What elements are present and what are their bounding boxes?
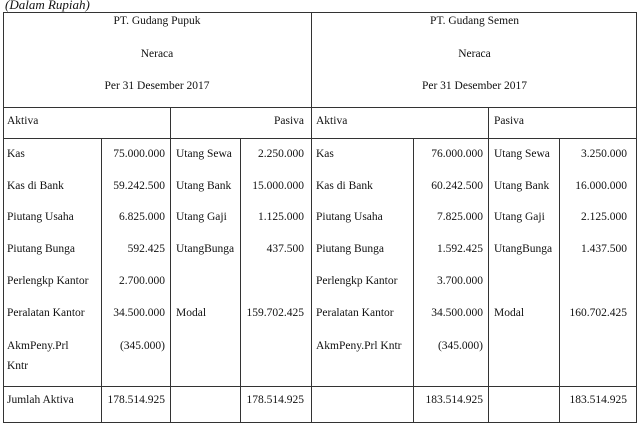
- aktiva-value: 7.825.000: [437, 211, 483, 223]
- total-label: Jumlah Aktiva: [7, 394, 74, 406]
- aktiva-label: Kas: [7, 148, 25, 160]
- statement-period: Per 31 Desember 2017: [104, 80, 210, 92]
- aktiva-label: Piutang Usaha: [316, 211, 383, 223]
- aktiva-label: Peralatan Kantor: [316, 307, 394, 319]
- aktiva-value: 592.425: [127, 243, 165, 255]
- pasiva-value: 1.437.500: [581, 243, 627, 255]
- pasiva-value: 2.125.000: [581, 211, 627, 223]
- pasiva-value: 16.000.000: [575, 180, 627, 192]
- aktiva-header: Aktiva: [316, 115, 348, 127]
- pasiva-label: UtangBunga: [176, 243, 235, 255]
- header-divider: [3, 107, 637, 108]
- aktiva-label: Perlengkp Kantor: [7, 275, 89, 287]
- col-divider-5: [488, 107, 489, 423]
- company-name: PT. Gudang Semen: [430, 15, 519, 27]
- pasiva-label: Utang Sewa: [176, 148, 232, 160]
- aktiva-value: 59.242.500: [113, 180, 165, 192]
- aktiva-value: 34.500.000: [113, 307, 165, 319]
- pasiva-value: 437.500: [266, 243, 304, 255]
- total-row-divider: [3, 386, 637, 387]
- aktiva-label: Piutang Usaha: [7, 211, 74, 223]
- total-aktiva: 178.514.925: [107, 394, 165, 406]
- pasiva-value: 159.702.425: [246, 307, 304, 319]
- pasiva-value: 1.125.000: [258, 211, 304, 223]
- aktiva-label: Kas: [316, 148, 334, 160]
- aktiva-value: 76.000.000: [431, 148, 483, 160]
- aktiva-value: (345.000): [119, 340, 165, 352]
- pasiva-value: 2.250.000: [258, 148, 304, 160]
- pasiva-label: Utang Gaji: [494, 211, 545, 223]
- aktiva-label: Perlengkp Kantor: [316, 275, 398, 287]
- pasiva-label: Utang Sewa: [494, 148, 550, 160]
- pasiva-label: Modal: [176, 307, 207, 319]
- statement-title: Neraca: [458, 48, 491, 60]
- statement-period: Per 31 Desember 2017: [421, 80, 528, 92]
- company-divider: [311, 12, 312, 423]
- pasiva-value: 160.702.425: [569, 307, 627, 319]
- aktiva-value: 2.700.000: [119, 275, 165, 287]
- pasiva-label: UtangBunga: [494, 243, 553, 255]
- aktiva-header: Aktiva: [7, 115, 39, 127]
- pasiva-label: Modal: [494, 307, 525, 319]
- aktiva-label: AkmPeny.Prl Kntr: [316, 340, 402, 352]
- aktiva-value: 3.700.000: [437, 275, 483, 287]
- pasiva-value: 15.000.000: [252, 180, 304, 192]
- currency-caption: (Dalam Rupiah): [5, 0, 90, 12]
- pasiva-header: Pasiva: [273, 115, 304, 127]
- aktiva-label-continued: Kntr: [7, 360, 29, 372]
- total-pasiva: 183.514.925: [569, 394, 627, 406]
- aktiva-label: Kas di Bank: [7, 180, 64, 192]
- pasiva-header: Pasiva: [494, 115, 525, 127]
- aktiva-label: Kas di Bank: [316, 180, 373, 192]
- aktiva-value: 75.000.000: [113, 148, 165, 160]
- aktiva-label: Peralatan Kantor: [7, 307, 85, 319]
- aktiva-value: 34.500.000: [431, 307, 483, 319]
- aktiva-label: AkmPeny.Prl: [7, 340, 69, 352]
- pasiva-label: Utang Bank: [176, 180, 232, 192]
- aktiva-value: (345.000): [437, 340, 483, 352]
- aktiva-value: 60.242.500: [431, 180, 483, 192]
- column-header-divider: [3, 138, 637, 139]
- col-divider-2: [170, 107, 171, 423]
- aktiva-value: 1.592.425: [437, 243, 483, 255]
- pasiva-label: Utang Gaji: [176, 211, 227, 223]
- company-name: PT. Gudang Pupuk: [113, 15, 201, 27]
- total-aktiva: 183.514.925: [425, 394, 483, 406]
- pasiva-label: Utang Bank: [494, 180, 550, 192]
- statement-title: Neraca: [140, 48, 174, 60]
- pasiva-value: 3.250.000: [581, 148, 627, 160]
- aktiva-label: Piutang Bunga: [316, 243, 385, 255]
- aktiva-value: 6.825.000: [119, 211, 165, 223]
- aktiva-label: Piutang Bunga: [7, 243, 76, 255]
- total-pasiva: 178.514.925: [246, 394, 304, 406]
